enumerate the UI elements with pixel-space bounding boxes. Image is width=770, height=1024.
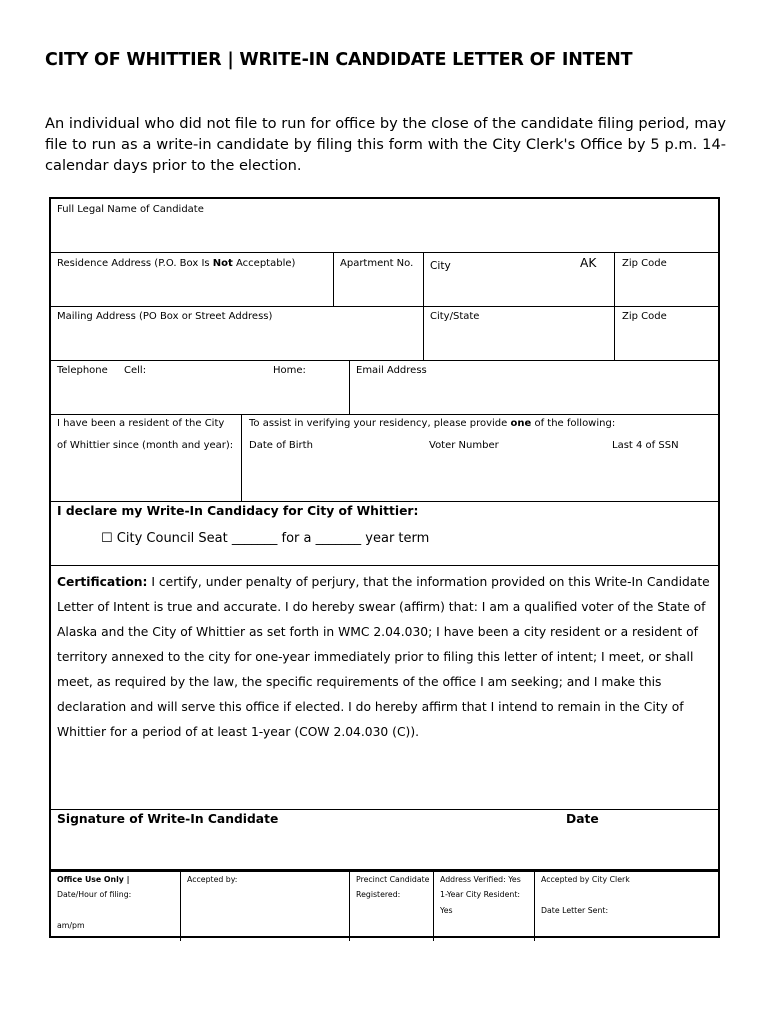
registered-label: Registered:: [356, 890, 401, 899]
declaration-row: [51, 502, 718, 566]
email-label: Email Address: [356, 365, 427, 376]
state-value: AK: [580, 256, 597, 270]
one-year-resident-label: 1-Year City Resident:: [440, 890, 521, 899]
checkbox-icon[interactable]: ☐: [101, 531, 113, 546]
telephone-row: [51, 361, 718, 415]
council-seat-line: [101, 531, 429, 547]
date-letter-sent-label: Date Letter Sent:: [541, 906, 609, 915]
voter-number-label: Voter Number: [429, 440, 499, 451]
full-name-field[interactable]: [51, 199, 718, 253]
resident-since-label-2: of Whittier since (month and year):: [57, 440, 234, 451]
residency-row: [51, 415, 718, 502]
date-hour-filing-label: Date/Hour of filing:: [57, 890, 132, 899]
certification-text: Certification: I certify, under penalty of perjury, that the information provided on this Write-In Candidate Letter of Intent is true and accurate. I do hereby swear (affirm) that: I am a qualified voter of the State of Alaska and the City of Whittier as set forth in WMC 2.04.030; I have been a city resident or a resident of territory annexed to the city for one-year immediately prior to filing this letter of intent; I meet, or shall meet, as required by the law, the specific requirements of the office I am seeking; and I make this declaration and will serve this office if elected. I do hereby affirm that I intend to remain in the City of Whittier for a period of at least 1-year (COW 2.04.030 (C)).: [57, 575, 710, 739]
telephone-label: Telephone: [57, 365, 108, 376]
date-label: Date: [566, 812, 599, 826]
for-a-label: for a: [281, 531, 312, 546]
am-pm-label: am/pm: [57, 921, 85, 930]
precinct-candidate-label: Precinct Candidate: [356, 875, 430, 884]
accepted-by-label: Accepted by:: [187, 875, 238, 884]
home-label: Home:: [273, 365, 306, 376]
full-name-label: Full Legal Name of Candidate: [57, 204, 204, 215]
city-state-label: City/State: [430, 311, 480, 322]
address-verified-label: Address Verified: Yes: [440, 875, 521, 884]
apartment-label: Apartment No.: [340, 258, 414, 269]
resident-yes-label: Yes: [440, 906, 453, 915]
ssn-label: Last 4 of SSN: [612, 440, 679, 451]
certification-row: [51, 566, 718, 810]
city-label: City: [430, 260, 451, 272]
declare-heading: I declare my Write-In Candidacy for City of Whittier:: [57, 504, 419, 518]
seat-label: City Council Seat: [116, 531, 228, 546]
verify-residency-label: To assist in verifying your residency, please provide one of the following:: [249, 418, 616, 429]
intro-paragraph: An individual who did not file to run for office by the close of the candidate filing period, may file to run as a write-in candidate by filing this form with the City Clerk's Office by 5 p.m. 14-calendar days prior to the election.: [45, 115, 726, 174]
date-of-birth-label: Date of Birth: [249, 440, 313, 451]
zip-code-label: Zip Code: [622, 258, 667, 269]
office-use-title: Office Use Only |: [57, 875, 130, 884]
resident-since-label-1: I have been a resident of the City: [57, 418, 225, 429]
residence-row: [51, 253, 718, 307]
mailing-address-label: Mailing Address (PO Box or Street Address): [57, 311, 273, 322]
accepted-by-clerk-label: Accepted by City Clerk: [541, 875, 630, 884]
residence-address-label: Residence Address (P.O. Box Is Not Acceptable): [57, 258, 296, 269]
cell-label: Cell:: [124, 365, 147, 376]
signature-label: Signature of Write-In Candidate: [57, 812, 279, 826]
year-term-label: year term: [365, 531, 430, 546]
mailing-row: [51, 307, 718, 361]
signature-row[interactable]: [51, 810, 718, 869]
office-use-section: [51, 869, 718, 941]
page-title: CITY OF WHITTIER | WRITE-IN CANDIDATE LETTER OF INTENT: [45, 50, 633, 70]
term-blank[interactable]: _______: [315, 531, 362, 546]
zip-code-label-2: Zip Code: [622, 311, 667, 322]
seat-blank[interactable]: _______: [231, 531, 278, 546]
letter-of-intent-form: [49, 197, 720, 938]
